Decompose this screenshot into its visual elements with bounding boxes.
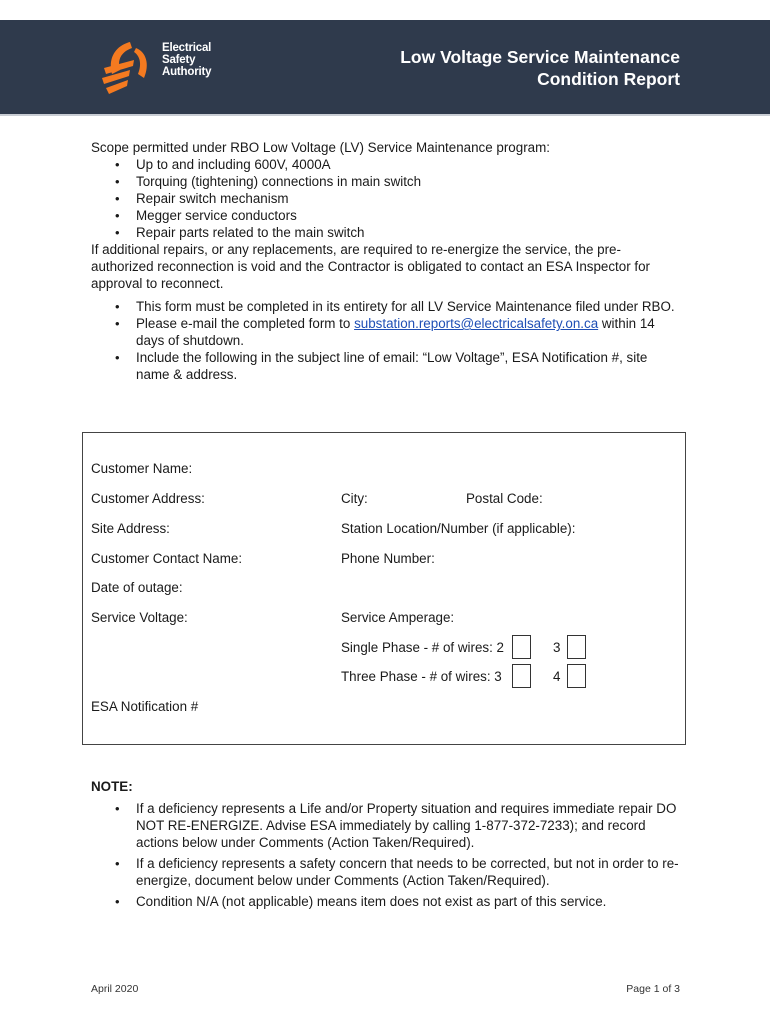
list-item: • Megger service conductors bbox=[91, 207, 681, 224]
footer-date: April 2020 bbox=[91, 983, 139, 995]
list-item: • Condition N/A (not applicable) means item does not exist as part of this service. bbox=[91, 893, 681, 910]
logo-line: Authority bbox=[162, 66, 212, 78]
email-link[interactable]: substation.reports@electricalsafety.on.ca bbox=[354, 316, 599, 331]
logo-line: Electrical bbox=[162, 42, 212, 54]
scope-list bbox=[91, 156, 681, 241]
scope-paragraph: If additional repairs, or any replacements, are required to re-energize the service, the pre-authorized reconnection is void and the Contractor is obligated to contact an ESA Inspector for approval to reconnect. bbox=[91, 242, 651, 291]
esa-notification-label: ESA Notification # bbox=[91, 699, 199, 714]
postal-code-label: Postal Code: bbox=[466, 491, 543, 506]
list-item: • Repair parts related to the main switch bbox=[91, 224, 681, 241]
list-item: • Repair switch mechanism bbox=[91, 190, 681, 207]
customer-name-label: Customer Name: bbox=[91, 461, 193, 476]
page-header bbox=[0, 20, 770, 116]
single-phase-2-checkbox[interactable] bbox=[512, 635, 531, 659]
city-label: City: bbox=[341, 491, 368, 506]
logo-wordmark bbox=[162, 42, 211, 78]
instruction-text: Please e-mail the completed form to bbox=[136, 316, 355, 331]
page-title bbox=[400, 46, 680, 90]
instructions-list bbox=[91, 298, 681, 383]
list-item: • Torquing (tightening) connections in main switch bbox=[91, 173, 681, 190]
three-phase-4-checkbox[interactable] bbox=[567, 664, 586, 688]
note-list bbox=[91, 800, 681, 910]
single-phase-3-label: 3 bbox=[553, 640, 561, 655]
three-phase-4-label: 4 bbox=[553, 669, 561, 684]
scope-section bbox=[91, 139, 681, 383]
contact-name-label: Customer Contact Name: bbox=[91, 551, 243, 566]
list-item: • Up to and including 600V, 4000A bbox=[91, 156, 681, 173]
service-amperage-label: Service Amperage: bbox=[341, 610, 455, 625]
date-of-outage-label: Date of outage: bbox=[91, 580, 183, 595]
three-phase-label: Three Phase - # of wires: 3 bbox=[341, 669, 502, 684]
instruction-text: within 14 days of shutdown. bbox=[136, 316, 655, 348]
site-address-label: Site Address: bbox=[91, 521, 170, 536]
customer-info-box bbox=[82, 432, 686, 745]
phone-number-label: Phone Number: bbox=[341, 551, 435, 566]
esa-logo bbox=[100, 38, 230, 98]
single-phase-3-checkbox[interactable] bbox=[567, 635, 586, 659]
customer-address-label: Customer Address: bbox=[91, 491, 205, 506]
list-item: • If a deficiency represents a safety concern that needs to be corrected, but not in order to re-energize, document below under Comments (Action Taken/Required). bbox=[91, 855, 681, 889]
esa-logo-icon bbox=[100, 38, 162, 98]
title-line-2: Condition Report bbox=[537, 69, 680, 89]
list-item: • Include the following in the subject line of email: “Low Voltage”, ESA Notification #, site name & address. bbox=[91, 349, 681, 383]
title-line-1: Low Voltage Service Maintenance bbox=[400, 47, 680, 67]
list-item: • This form must be completed in its entirety for all LV Service Maintenance filed under RBO. bbox=[91, 298, 681, 315]
list-item: • If a deficiency represents a Life and/or Property situation and requires immediate repair DO NOT RE-ENERGIZE. Advise ESA immediately by calling 1-877-372-7233); and record actions below under Comments (Action Taken/Required). bbox=[91, 800, 681, 851]
service-voltage-label: Service Voltage: bbox=[91, 610, 188, 625]
note-section bbox=[91, 800, 681, 910]
station-location-label: Station Location/Number (if applicable): bbox=[341, 521, 576, 536]
scope-intro: Scope permitted under RBO Low Voltage (LV) Service Maintenance program: bbox=[91, 140, 550, 155]
three-phase-3-checkbox[interactable] bbox=[512, 664, 531, 688]
list-item bbox=[91, 315, 681, 349]
footer-page-number: Page 1 of 3 bbox=[626, 983, 680, 995]
note-title: NOTE: bbox=[91, 779, 133, 794]
single-phase-label: Single Phase - # of wires: 2 bbox=[341, 640, 505, 655]
logo-line: Safety bbox=[162, 54, 196, 66]
